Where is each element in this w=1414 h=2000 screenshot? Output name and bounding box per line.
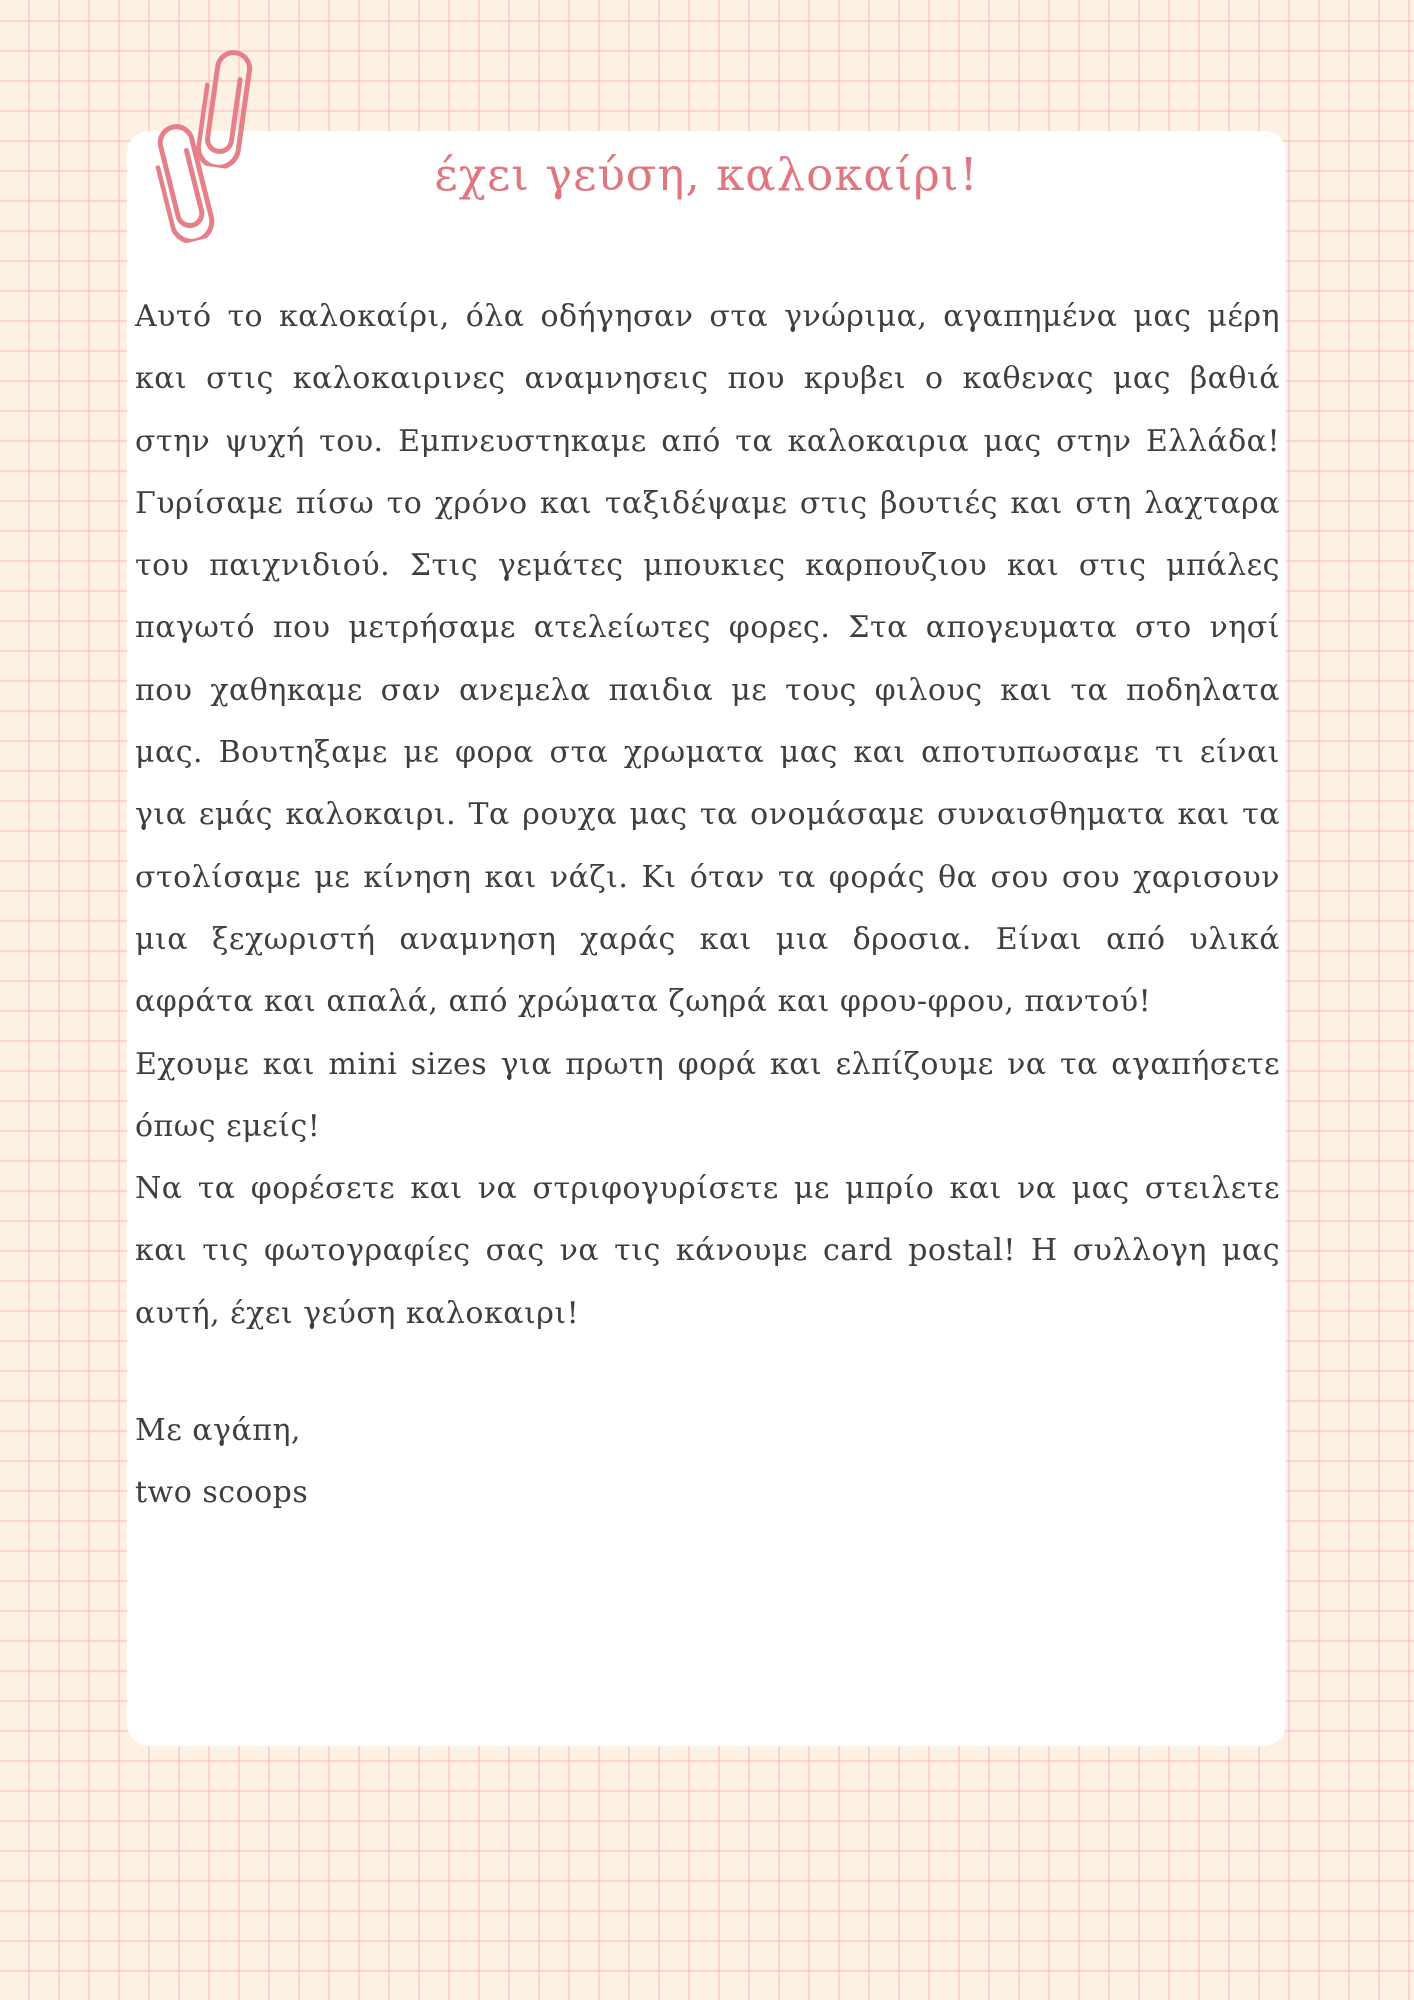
paragraph-intro: Αυτό το καλοκαίρι, όλα οδήγησαν στα γνώριμα, αγαπημένα μας μέρη και στις καλοκαιρινες αναμνησεις που κρυβει ο καθενας μας βαθιά στην ψυχή του. Εμπνευστηκαμε από τα καλοκαιρια μας στην Ελλάδα! Γυρίσαμε πίσω το χρόνο και ταξιδέψαμε στις βουτιές και στη λαχταρα του παιχνιδιού. Στις γεμάτες μπουκιες καρπουζιου και στις μπάλες παγωτό που μετρήσαμε ατελείωτες φορες. Στα απογευματα στο νησί που χαθηκαμε σαν ανεμελα παιδια με τους φιλους και τα ποδηλατα μας. Βουτηξαμε με φορα στα χρωματα μας και αποτυπωσαμε τι είναι για εμάς καλοκαιρι. Τα ρουχα μας τα ονομάσαμε συναισθηματα και τα στολίσαμε με κίνηση και νάζι. Κι όταν τα φοράς θα σου σου χαρισουν μια ξεχωριστή αναμνηση χαράς και μια δροσια. Είναι από υλικά αφράτα και απαλά, από χρώματα ζωηρά και φρου-φρου, παντού!	[135, 299, 1280, 1020]
paragraph-mini-sizes: Εχουμε και mini sizes για πρωτη φορά και ελπίζουμε να τα αγαπήσετε όπως εμείς!	[135, 1046, 1280, 1144]
letter-title: έχει γεύση, καλοκαίρι!	[434, 148, 979, 201]
paragraph-closing: Να τα φορέσετε και να στριφογυρίσετε με μπρίο και να μας στειλετε και τις φωτογραφίες σας να τις κάνουμε card postal! Η συλλογη μας αυτή, έχει γεύση καλοκαιρι!	[135, 1171, 1280, 1331]
signoff-greeting: Με αγάπη,	[135, 1413, 301, 1449]
signoff-signature: two scoops	[135, 1475, 309, 1511]
letter-body	[135, 286, 1280, 1525]
signoff	[135, 1400, 1280, 1525]
